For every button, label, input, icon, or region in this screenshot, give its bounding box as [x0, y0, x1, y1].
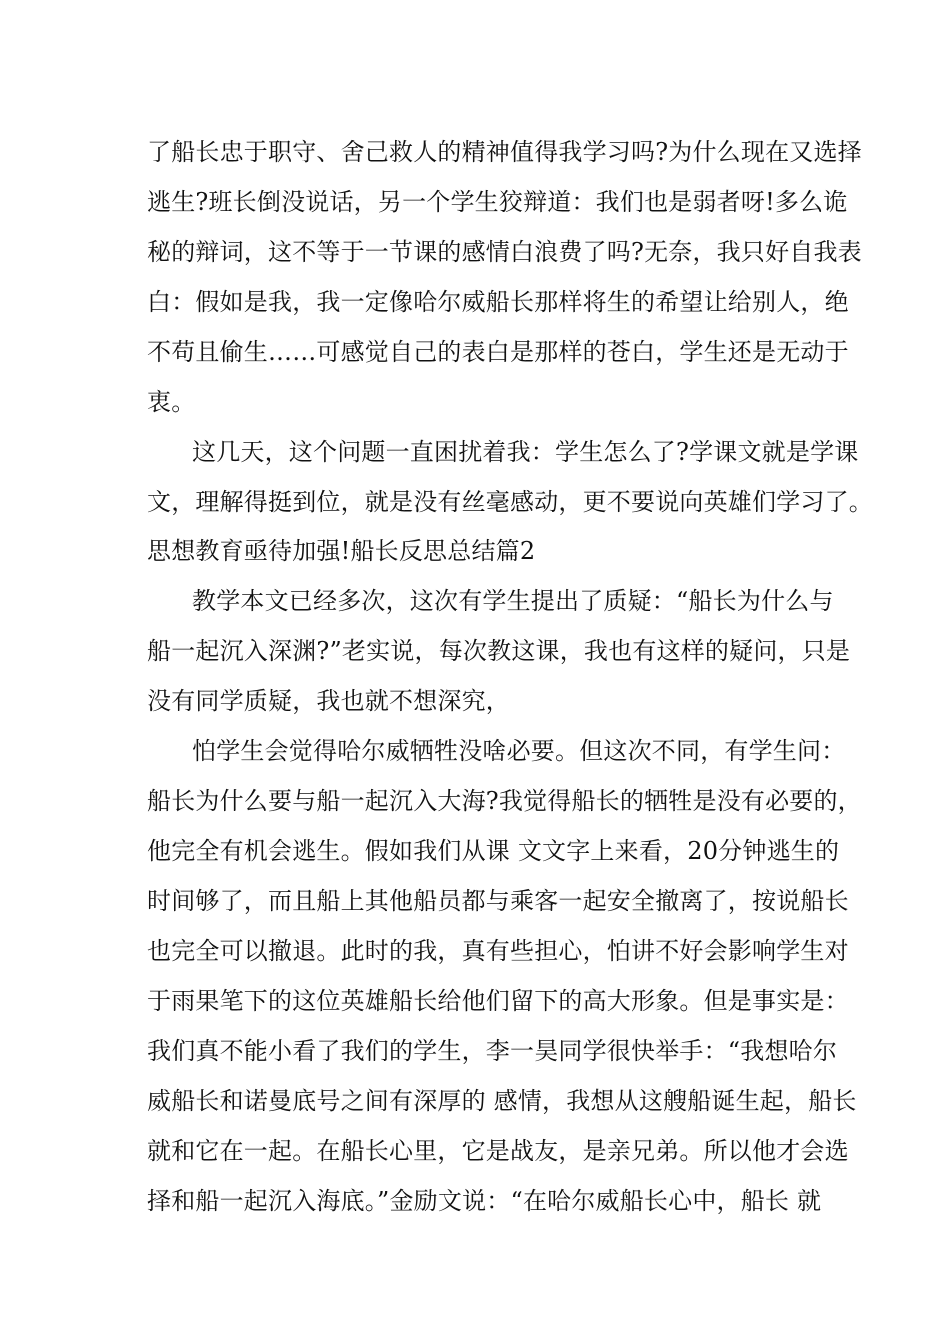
text-line: 怕学生会觉得哈尔威牺牲没啥必要。但这次不同，有学生问： [192, 737, 846, 765]
text-line: 威船长和诺曼底号之间有深厚的 感情，我想从这艘船诞生起，船长 [147, 1087, 857, 1115]
text-line: 这几天，这个问题一直困扰着我：学生怎么了?学课文就是学课 [192, 438, 859, 466]
text-line: 秘的辩词，这不等于一节课的感情白浪费了吗?无奈，我只好自我表 [147, 238, 862, 266]
text-line: 衷。 [147, 388, 196, 416]
text-line: 逃生?班长倒没说话，另一个学生狡辩道：我们也是弱者呀!多么诡 [147, 188, 848, 216]
text-line: 白：假如是我，我一定像哈尔威船长那样将生的希望让给别人，绝 [147, 288, 849, 316]
text-line: 就和它在一起。在船长心里，它是战友，是亲兄弟。所以他才会选 [147, 1137, 849, 1165]
text-line: 教学本文已经多次，这次有学生提出了质疑：“船长为什么与 [192, 587, 834, 615]
text-line: 时间够了，而且船上其他船员都与乘客一起安全撤离了，按说船长 [147, 887, 849, 915]
text-line: 择和船一起沉入海底。”金励文说：“在哈尔威船长心中，船长 就 [147, 1187, 822, 1215]
text-line: 文，理解得挺到位，就是没有丝毫感动，更不要说向英雄们学习了。 [147, 488, 873, 516]
text-line: 于雨果笔下的这位英雄船长给他们留下的高大形象。但是事实是： [147, 987, 849, 1015]
text-line: 他完全有机会逃生。假如我们从课 文文字上来看，20分钟逃生的 [147, 837, 840, 865]
text-line: 没有同学质疑，我也就不想深究， [147, 687, 510, 715]
text-line: 也完全可以撤退。此时的我，真有些担心，怕讲不好会影响学生对 [147, 937, 849, 965]
text-line: 了船长忠于职守、舍己救人的精神值得我学习吗?为什么现在又选择 [147, 138, 862, 166]
text-line: 思想教育亟待加强!船长反思总结篇2 [147, 537, 536, 565]
text-line: 船一起沉入深渊?”老实说，每次教这课，我也有这样的疑问，只是 [147, 637, 851, 665]
text-line: 不苟且偷生……可感觉自己的表白是那样的苍白，学生还是无动于 [147, 338, 849, 366]
text-line: 船长为什么要与船一起沉入大海?我觉得船长的牺牲是没有必要的， [147, 787, 862, 815]
text-line: 我们真不能小看了我们的学生，李一昊同学很快举手：“我想哈尔 [147, 1037, 838, 1065]
